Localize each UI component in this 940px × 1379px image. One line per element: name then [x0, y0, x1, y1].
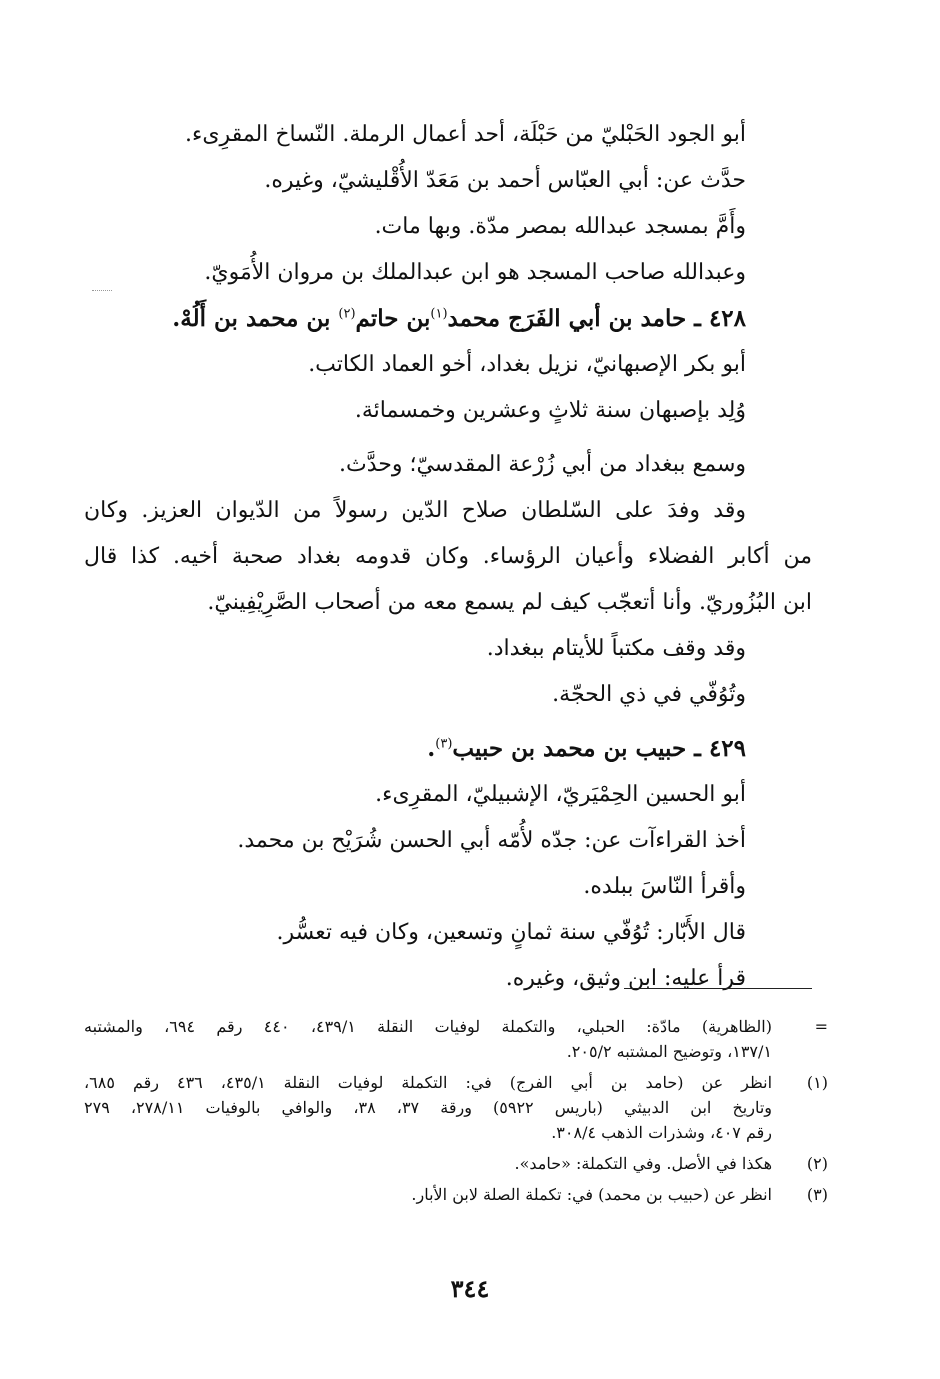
- footnote-ref-2: (٢): [338, 306, 356, 322]
- footnote-line: رقم ٤٠٧، وشذرات الذهب ٣٠٨/٤.: [551, 1123, 772, 1142]
- footnote-line: وتاريخ ابن الدبيثي (باريس ٥٩٢٢) ورقة ٣٧، ٣٨، والوافي بالوفيات ٢٧٨/١١، ٢٧٩: [84, 1098, 772, 1117]
- text-line: وعبدالله صاحب المسجد هو ابن عبدالملك بن مروان الأُمَويّ.: [204, 260, 746, 285]
- entry-heading-429: [84, 726, 812, 772]
- entry-429-end: .: [427, 735, 436, 762]
- text-line: أبو الجود الحَبْليّ من حَبْلَة، أحد أعمال الرملة. النّساخ المقرِىء.: [185, 122, 746, 147]
- entry-428-name-part1: ٤٢٨ ـ حامد بن أبي الفَرَج محمد: [447, 305, 746, 332]
- text-line: من أكابر الفضلاء وأعيان الرؤساء. وكان قدومه بغداد صحبة أخيه. كذا قال: [84, 544, 813, 569]
- footnote-continuation: [84, 1014, 828, 1064]
- footnote-line: هكذا في الأصل. وفي التكملة: «حامد».: [514, 1154, 772, 1173]
- footnote-continuation-mark: =: [814, 1017, 828, 1036]
- main-text-block: [84, 112, 812, 1002]
- footnote-number: (٣): [806, 1185, 828, 1204]
- footnote-number: (١): [806, 1073, 828, 1092]
- footnote-number: (٢): [806, 1154, 828, 1173]
- footnote-line: انظر عن (حامد بن أبي الفرج) في: التكملة لوفيات النقلة ٤٣٥/١، ٤٣٦ رقم ٦٨٥،: [84, 1073, 773, 1092]
- text-line: وتُوُفّي في ذي الحجّة.: [552, 682, 746, 707]
- text-line: أبو بكر الإصبهانيّ، نزيل بغداد، أخو العماد الكاتب.: [308, 352, 746, 377]
- entry-429-name: ٤٢٩ ـ حبيب بن محمد بن حبيب: [452, 735, 746, 762]
- footnote-2: [84, 1151, 828, 1176]
- footnote-separator: [624, 988, 812, 989]
- text-line: وأقرأ النّاسَ ببلده.: [583, 874, 746, 899]
- entry-428-name-part3: بن محمد بن أَلُهْ.: [172, 305, 339, 332]
- page-number: ٣٤٤: [450, 1274, 490, 1303]
- entry-heading-428: [84, 296, 812, 342]
- text-line: وُلِد بإصبهان سنة ثلاثٍ وعشرين وخمسمائة.: [354, 398, 746, 423]
- entry-428-name-part2: بن حاتم: [355, 305, 431, 332]
- footnote-line: (الظاهرية) مادّة: الحبلي، والتكملة لوفيات النقلة ٤٣٩/١، ٤٤٠ رقم ٦٩٤، والمشتبه: [84, 1017, 772, 1036]
- footnote-1: [84, 1070, 828, 1145]
- text-line: أبو الحسين الحِمْيَريّ، الإشبيليّ، المقرِىء.: [375, 782, 746, 807]
- footnotes-block: [84, 1014, 828, 1213]
- text-line: قال الأَبّار: تُوُفّي سنة ثمانٍ وتسعين، وكان فيه تعسُّر.: [276, 920, 746, 945]
- text-line: وقد وقف مكتباً للأيتام ببغداد.: [486, 636, 746, 661]
- text-line: ابن البُزُوريّ. وأنا أتعجّب كيف لم يسمع معه من أصحاب الصَّرِيْفِينيّ.: [207, 590, 812, 615]
- text-line: أخذ القراءآت عن: جدّه لأُمّه أبي الحسن شُرَيْح بن محمد.: [237, 828, 746, 853]
- footnote-ref-1: (١): [430, 306, 448, 322]
- footnote-line: انظر عن (حبيب بن محمد) في: تكملة الصلة لابن الأبار.: [411, 1185, 772, 1204]
- footnote-ref-3: (٣): [435, 736, 453, 752]
- text-line: قرأ عليه: ابن وثيق، وغيره.: [505, 966, 746, 991]
- footnote-line: ١٣٧/١، وتوضيح المشتبه ٢٠٥/٢.: [566, 1042, 772, 1061]
- text-line: وقد وفدَ على السّلطان صلاح الدّين رسولاً من الدّيوان العزيز. وكان: [84, 498, 746, 523]
- text-line: وسمع ببغداد من أبي زُرْعة المقدسيّ؛ وحدَّث.: [339, 452, 746, 477]
- text-line: حدَّث عن: أبي العبّاس أحمد بن مَعَدّ الأُقْليشيّ، وغيره.: [264, 168, 746, 193]
- footnote-3: [84, 1182, 828, 1207]
- text-line: وأَمَّ بمسجد عبدالله بمصر مدّة. وبها مات.: [374, 214, 746, 239]
